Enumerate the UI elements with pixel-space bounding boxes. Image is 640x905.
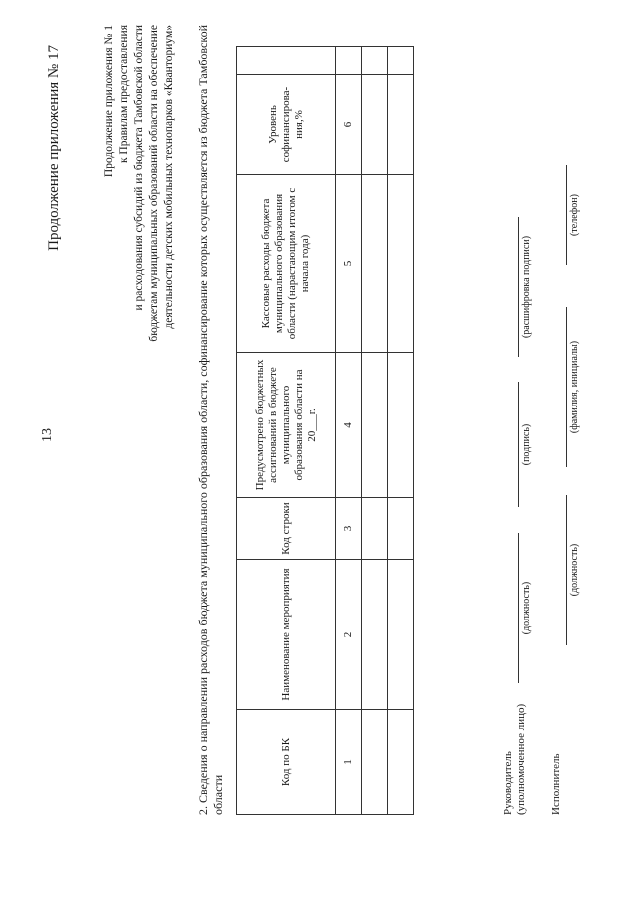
table-cell <box>388 75 414 175</box>
column-number: 4 <box>336 353 362 498</box>
header-cofinancing-level: Уровень софинансирова-ния,% <box>237 75 336 175</box>
table-cell <box>362 560 388 710</box>
signature-line <box>518 382 519 507</box>
column-number: 3 <box>336 498 362 560</box>
table-cell <box>388 498 414 560</box>
expenses-table <box>236 46 414 815</box>
reference-line: бюджетам муниципальных образований области на обеспечение <box>148 25 160 342</box>
head-label-line: (уполномоченное лицо) <box>515 703 527 815</box>
head-label-line: Руководитель <box>502 751 514 815</box>
table-cell <box>388 353 414 498</box>
table-cell <box>388 175 414 353</box>
reference-line: и расходования субсидий из бюджета Тамбовской области <box>133 25 145 311</box>
header-bk-code: Код по БК <box>237 710 336 815</box>
table-cell <box>362 710 388 815</box>
table-cell <box>388 710 414 815</box>
executor-label: Исполнитель <box>550 753 562 815</box>
table-cell <box>362 175 388 353</box>
table-cell <box>388 560 414 710</box>
column-number: 1 <box>336 710 362 815</box>
table-cell <box>362 353 388 498</box>
position-line <box>518 533 519 683</box>
header-cash-expenses: Кассовые расходы бюджета муниципального образования области (нарастающим итогом с начала года) <box>237 175 336 353</box>
document-title: Продолжение приложения № 17 <box>46 45 62 251</box>
column-number: 2 <box>336 560 362 710</box>
header-row-code: Код строки <box>237 498 336 560</box>
header-empty-column <box>237 47 336 75</box>
table-row <box>388 47 414 815</box>
signature-caption: (подпись) <box>521 423 532 466</box>
decoding-line <box>518 217 519 357</box>
phone-caption: (телефон) <box>569 194 580 236</box>
header-planned-allocations: Предусмотрено бюджетных ассигнований в бюджете муниципального образования области на 20___г. <box>237 353 336 498</box>
column-number: 5 <box>336 175 362 353</box>
reference-line: деятельности детских мобильных технопарков «Кванториум» <box>163 25 175 329</box>
table-cell <box>336 47 362 75</box>
position2-caption: (должность) <box>569 543 580 597</box>
section-heading: 2. Сведения о направлении расходов бюджета муниципального образования области, софинансирование которых осуществляется из бюджета Тамбовской области <box>196 25 225 815</box>
head-label <box>502 685 528 815</box>
position2-line <box>566 495 567 645</box>
decoding-caption: (расшифровка подписи) <box>521 235 532 339</box>
reference-line: к Правилам предоставления <box>118 25 130 164</box>
table-row <box>362 47 388 815</box>
table-cell <box>388 47 414 75</box>
table-cell <box>362 47 388 75</box>
name-line <box>566 307 567 467</box>
reference-line: Продолжение приложения № 1 <box>103 25 115 178</box>
reference-block <box>102 25 177 455</box>
phone-line <box>566 165 567 265</box>
name-caption: (фамилия, инициалы) <box>569 340 580 434</box>
column-number: 6 <box>336 75 362 175</box>
position-caption: (должность) <box>521 581 532 635</box>
table-cell <box>362 498 388 560</box>
header-event-name: Наименование мероприятия <box>237 560 336 710</box>
table-cell <box>362 75 388 175</box>
page-number: 13 <box>40 428 55 442</box>
